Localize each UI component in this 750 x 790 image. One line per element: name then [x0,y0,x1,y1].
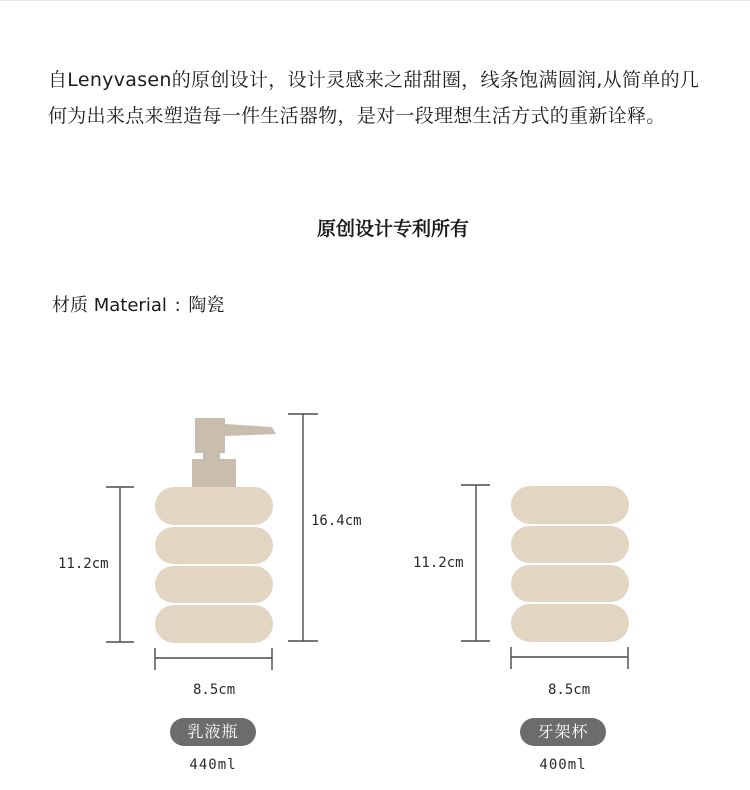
bottle-ring-4 [155,605,273,643]
toothbrush-cup-illustration [511,486,629,642]
cup-width-label: 8.5cm [548,682,591,698]
cup-height-line [461,485,490,641]
patent-heading: 原创设计专利所有 [316,218,469,240]
material-value: 陶瓷 [188,295,225,316]
pump-head [192,418,276,489]
cup-ring-4 [511,604,629,642]
lotion-width-line [155,648,272,670]
cup-ring-2 [511,526,629,563]
cup-height-label: 11.2cm [413,555,464,571]
lotion-bottle-name-badge: 乳液瓶 [170,718,256,746]
bottle-ring-1 [155,487,273,525]
cup-ring-3 [511,565,629,602]
intro-paragraph: 自Lenyvasen的原创设计，设计灵感来之甜甜圈，线条饱满圆润,从简单的几何为出来点来塑造每一件生活器物，是对一段理想生活方式的重新诠释。 [48,69,700,127]
lotion-bottle-volume: 440ml [189,757,237,773]
lotion-body-height-line [106,487,134,642]
lotion-bottle-illustration [155,418,276,643]
lotion-width-label: 8.5cm [193,682,236,698]
cup-width-line [511,647,628,669]
cup-ring-1 [511,486,629,524]
toothbrush-cup-volume: 400ml [539,757,587,773]
bottle-ring-3 [155,566,273,603]
lotion-total-height-label: 16.4cm [311,513,362,529]
material-separator: : [174,295,181,316]
material-label: 材质 Material [52,295,167,316]
lotion-body-height-label: 11.2cm [58,556,109,572]
bottle-ring-2 [155,527,273,564]
toothbrush-cup-name-badge: 牙架杯 [520,718,606,746]
